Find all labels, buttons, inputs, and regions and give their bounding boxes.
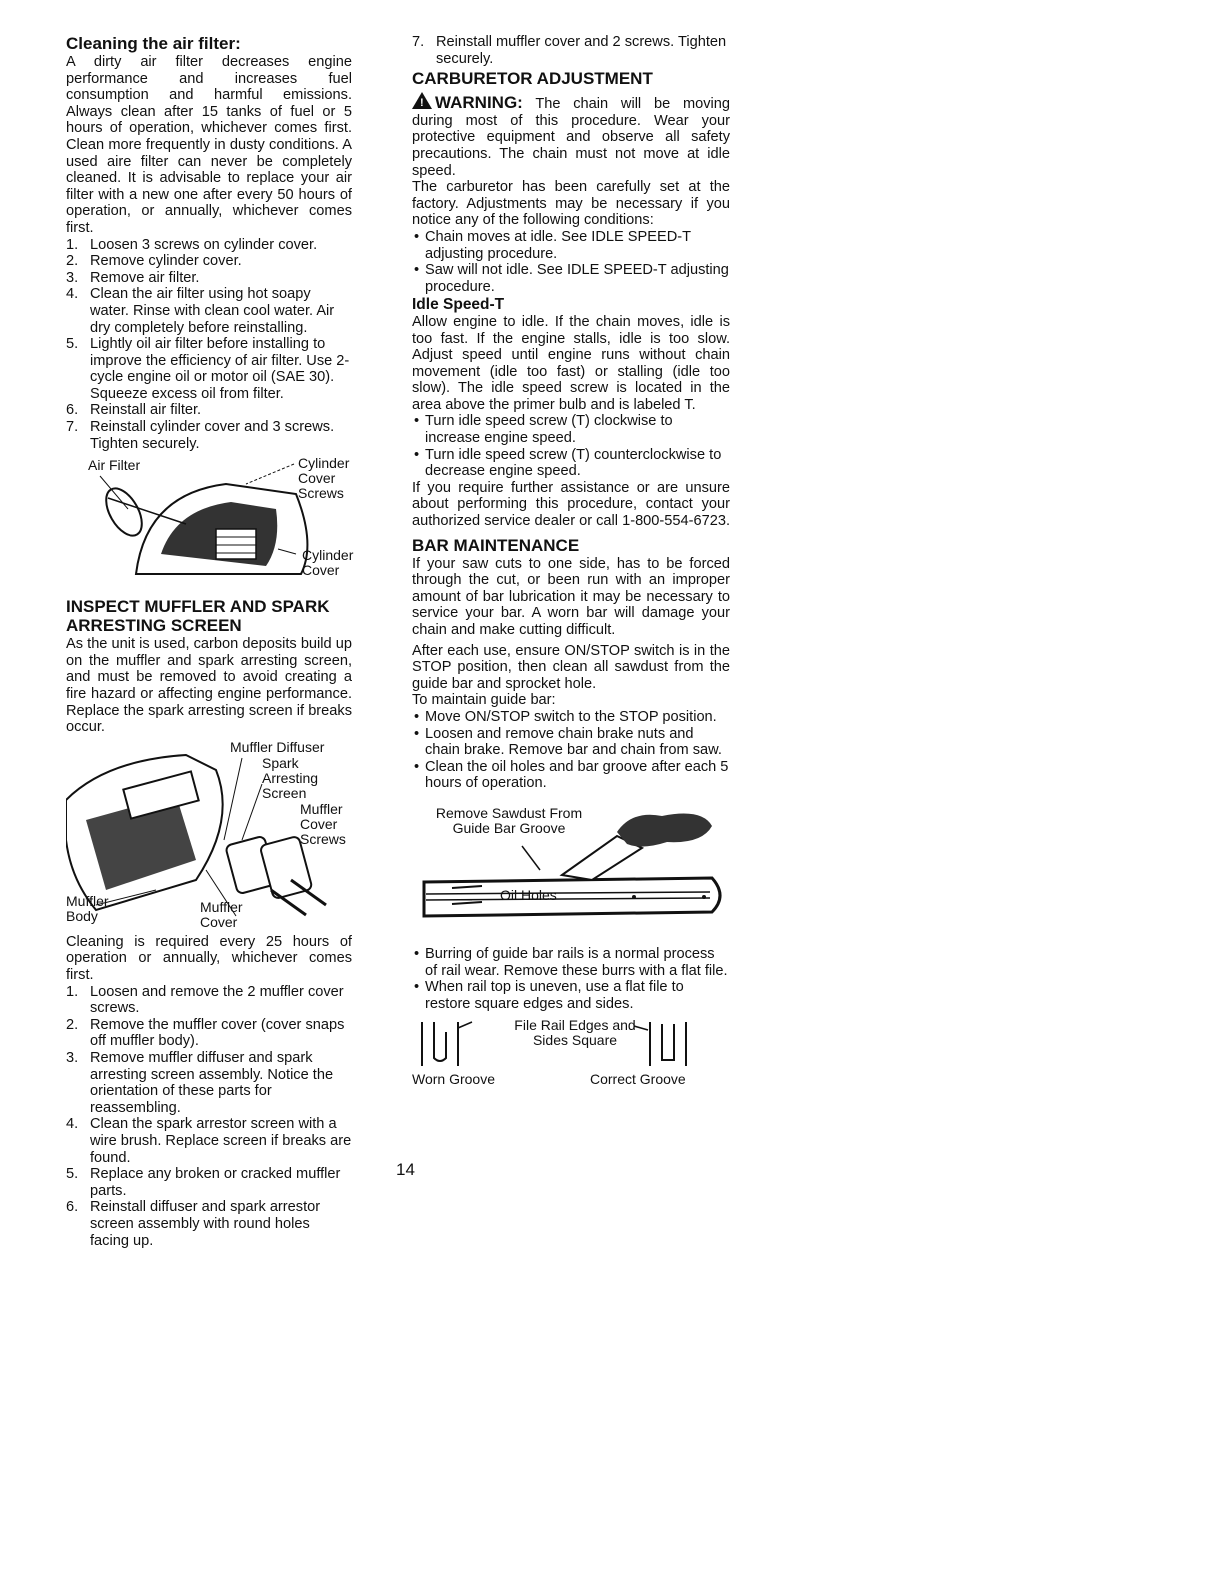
list-item: • When rail top is uneven, use a flat file to restore square edges and sides. bbox=[412, 979, 730, 1012]
figure-label: Oil Holes bbox=[500, 886, 557, 903]
figure-label: Spark Arresting Screen bbox=[262, 754, 319, 801]
air-filter-figure bbox=[66, 454, 352, 596]
list-item: • Turn idle speed screw (T) counterclockwise to decrease engine speed. bbox=[412, 447, 730, 480]
figure-label: Muffler Body bbox=[66, 892, 109, 924]
muffler-steps bbox=[66, 984, 352, 1250]
carburetor-heading: CARBURETOR ADJUSTMENT bbox=[412, 69, 653, 89]
left-column bbox=[66, 34, 352, 1249]
bar-p3: To maintain guide bar: bbox=[412, 692, 556, 709]
carburetor-intro: The carburetor has been carefully set at the factory. Adjustments may be necessary if you notice any of the following conditions: bbox=[412, 179, 730, 229]
muffler-figure bbox=[66, 740, 352, 932]
figure-label: Air Filter bbox=[88, 457, 141, 474]
right-column bbox=[412, 34, 730, 1088]
bar-p2: After each use, ensure ON/STOP switch is in the STOP position, then clean all sawdust from the guide bar and sprocket hole. bbox=[412, 642, 730, 692]
list-item: • Saw will not idle. See IDLE SPEED-T adjusting procedure. bbox=[412, 262, 730, 295]
muffler-heading: INSPECT MUFFLER AND SPARK ARRESTING SCREEN bbox=[66, 597, 330, 636]
warning-text: The chain will be moving during most of this procedure. Wear your protective equipment and observe all safety precautions. The chain must not move at idle speed. bbox=[412, 96, 730, 179]
bar-bullets bbox=[412, 709, 730, 792]
bar-maintenance-heading: BAR MAINTENANCE bbox=[412, 535, 580, 555]
list-item: 1. Loosen and remove the 2 muffler cover screws. bbox=[66, 983, 344, 1017]
muffler-cleaning: Cleaning is required every 25 hours of operation or annually, whichever comes first. bbox=[66, 933, 352, 983]
warning-block bbox=[412, 92, 730, 179]
list-item: • Turn idle speed screw (T) clockwise to increase engine speed. bbox=[412, 413, 730, 446]
list-item: 5. Replace any broken or cracked muffler parts. bbox=[66, 1166, 341, 1199]
muffler-intro: As the unit is used, carbon deposits build up on the muffler and spark arresting screen, and must be removed to avoid creating a fire hazard or affecting engine performance. Replace the spark arresting screen if breaks occur. bbox=[66, 636, 352, 736]
figure-label: Muffler Cover bbox=[200, 898, 243, 930]
list-item: 6. Reinstall air filter. bbox=[66, 402, 202, 419]
idle-speed-contact: If you require further assistance or are unsure about performing this procedure, contact your authorized service dealer or call 1-800-554-6723. bbox=[412, 479, 731, 530]
list-item: • Chain moves at idle. See IDLE SPEED-T adjusting procedure. bbox=[412, 229, 730, 262]
list-item: • Loosen and remove chain brake nuts and chain brake. Remove bar and chain from saw. bbox=[412, 726, 730, 759]
bar-bullets-2 bbox=[412, 946, 730, 1012]
idle-speed-bullets bbox=[412, 413, 730, 479]
air-filter-intro: A dirty air filter decreases engine performance and increases fuel consumption and harmful emissions. Always clean after 15 tanks of fuel or 5 hours of operation, whichever comes first. Clean more frequently in dusty conditions. A used aire filter can never be completely cleaned. It is advisable to replace your air filter with a new one after every 50 hours of operation, or annually, whichever comes first. bbox=[66, 54, 352, 236]
list-item: • Burring of guide bar rails is a normal process of rail wear. Remove these burrs with a flat file. bbox=[412, 946, 730, 979]
warning-label: WARNING: bbox=[435, 93, 523, 113]
list-item: • Move ON/STOP switch to the STOP position. bbox=[412, 709, 730, 726]
list-item: 3. Remove muffler diffuser and spark arresting screen assembly. Notice the orientation of these parts for reassembling. bbox=[66, 1049, 334, 1116]
idle-speed-heading: Idle Speed-T bbox=[412, 296, 505, 314]
muffler-steps-continued bbox=[412, 34, 730, 67]
list-item: 1. Loosen 3 screws on cylinder cover. bbox=[66, 236, 318, 253]
figure-label: Muffler Diffuser bbox=[230, 738, 325, 755]
figure-label: File Rail Edges and Sides Square bbox=[514, 1017, 636, 1049]
figure-label: Worn Groove bbox=[412, 1071, 495, 1088]
figure-label: Muffler Cover Screws bbox=[300, 800, 346, 847]
warning-icon: ! bbox=[412, 92, 432, 109]
carburetor-conditions bbox=[412, 229, 730, 295]
figure-label: Cylinder Cover bbox=[302, 547, 354, 579]
figure-label: Cylinder Cover Screws bbox=[298, 455, 350, 502]
air-filter-heading: Cleaning the air filter: bbox=[66, 34, 241, 53]
list-item: 5. Lightly oil air filter before installing to improve the efficiency of air filter. Use 2-cycle engine oil or motor oil (SAE 30). Squeeze excess oil from filter. bbox=[66, 336, 350, 402]
list-item: • Clean the oil holes and bar groove after each 5 hours of operation. bbox=[412, 759, 730, 792]
bar-p1: If your saw cuts to one side, has to be forced through the cut, or been run with an improper amount of bar lubrication it may be necessary to service your bar. A worn bar will damage your chain and make cutting difficult. bbox=[412, 555, 730, 638]
list-item: 4. Clean the air filter using hot soapy water. Rinse with clean cool water. Air dry completely before reinstalling. bbox=[66, 286, 335, 336]
page-number: 14 bbox=[396, 1160, 415, 1179]
list-item: 4. Clean the spark arrestor screen with a wire brush. Replace screen if breaks are found. bbox=[66, 1116, 352, 1166]
air-filter-steps bbox=[66, 237, 352, 453]
figure-label: Correct Groove bbox=[590, 1071, 686, 1088]
list-item: 7. Reinstall muffler cover and 2 screws. Tighten securely. bbox=[412, 34, 727, 67]
groove-figure bbox=[412, 1018, 730, 1088]
list-item: 6. Reinstall diffuser and spark arrestor screen assembly with round holes facing up. bbox=[66, 1199, 321, 1249]
list-item: 7. Reinstall cylinder cover and 3 screws. Tighten securely. bbox=[66, 419, 335, 452]
idle-speed-text: Allow engine to idle. If the chain moves, idle is too fast. If the engine stalls, idle is too slow. Adjust speed until engine runs without chain movement (idle too fast) or stalling (idle too slow). The idle speed screw is located in the area above the primer bulb and is labeled T. bbox=[412, 313, 730, 413]
list-item: 2. Remove cylinder cover. bbox=[66, 253, 242, 270]
list-item: 3. Remove air filter. bbox=[66, 269, 200, 286]
figure-label: Remove Sawdust From Guide Bar Groove bbox=[435, 804, 583, 836]
list-item: 2. Remove the muffler cover (cover snaps off muffler body). bbox=[66, 1016, 345, 1050]
guide-bar-figure bbox=[412, 800, 730, 942]
